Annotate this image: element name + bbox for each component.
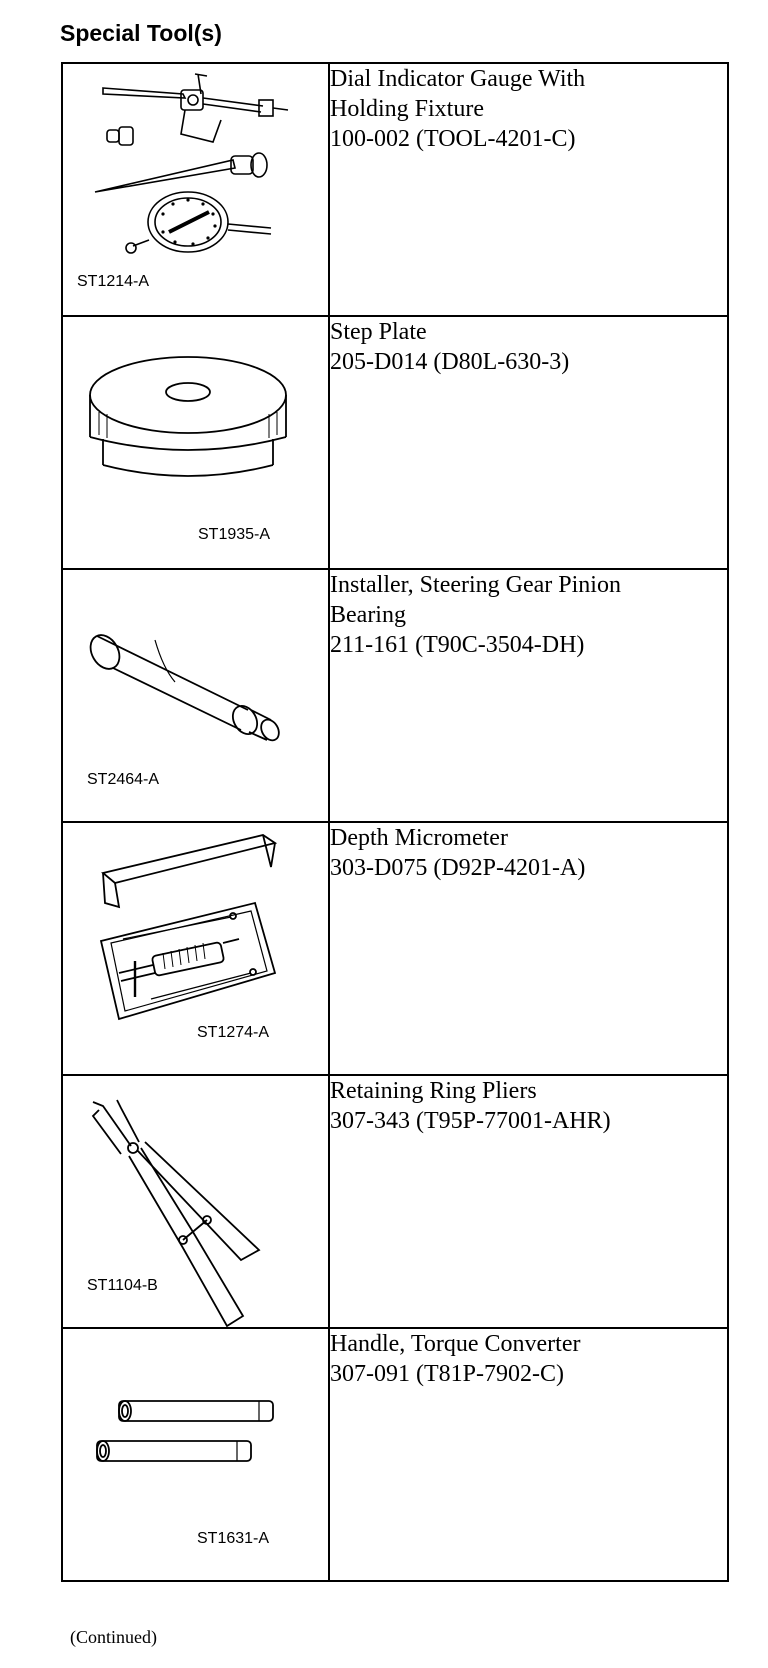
- depth-micrometer-icon: [63, 823, 328, 1074]
- tool-name: Handle, Torque Converter: [330, 1331, 581, 1357]
- tool-number: 303-D075 (D92P-4201-A): [330, 855, 586, 881]
- table-row: [62, 316, 728, 569]
- tool-illustration: [62, 822, 329, 1075]
- step-plate-icon: [63, 317, 328, 568]
- tool-number: 307-343 (T95P-77001-AHR): [330, 1108, 611, 1134]
- tool-illustration: [62, 1328, 329, 1581]
- illustration-reference: ST1104-B: [87, 1277, 158, 1294]
- continued-note: (Continued): [70, 1627, 157, 1647]
- tool-description: [329, 569, 728, 822]
- illustration-reference: ST1214-A: [77, 273, 150, 290]
- page-title: Special Tool(s): [60, 20, 222, 46]
- illustration-reference: ST1274-A: [197, 1024, 270, 1041]
- tool-name: Depth Micrometer: [330, 825, 508, 851]
- tool-name: Dial Indicator Gauge With: [330, 66, 586, 92]
- tool-description: [329, 822, 728, 1075]
- tool-illustration: [62, 1075, 329, 1328]
- tool-number: 211-161 (T90C-3504-DH): [330, 632, 585, 658]
- tool-name: Step Plate: [330, 319, 427, 345]
- tool-name: Holding Fixture: [330, 96, 484, 122]
- table-row: [62, 569, 728, 822]
- tool-description: [329, 63, 728, 316]
- table-row: [62, 1328, 728, 1581]
- table-row: [62, 1075, 728, 1328]
- tool-name: Installer, Steering Gear Pinion: [330, 572, 621, 598]
- tool-name: Bearing: [330, 602, 406, 628]
- table-row: [62, 822, 728, 1075]
- illustration-reference: ST2464-A: [87, 771, 160, 788]
- tool-description: [329, 316, 728, 569]
- special-tools-table: [61, 62, 729, 1582]
- tool-number: 100-002 (TOOL-4201-C): [330, 126, 576, 152]
- torque-converter-handle-icon: [63, 1329, 328, 1580]
- table-row: [62, 63, 728, 316]
- illustration-reference: ST1631-A: [197, 1530, 270, 1547]
- illustration-reference: ST1935-A: [198, 526, 271, 543]
- tool-illustration: [62, 569, 329, 822]
- tool-illustration: [62, 316, 329, 569]
- tool-number: 307-091 (T81P-7902-C): [330, 1361, 564, 1387]
- tool-description: [329, 1075, 728, 1328]
- tool-number: 205-D014 (D80L-630-3): [330, 349, 570, 375]
- tool-name: Retaining Ring Pliers: [330, 1078, 537, 1104]
- tool-illustration: [62, 63, 329, 316]
- tool-description: [329, 1328, 728, 1581]
